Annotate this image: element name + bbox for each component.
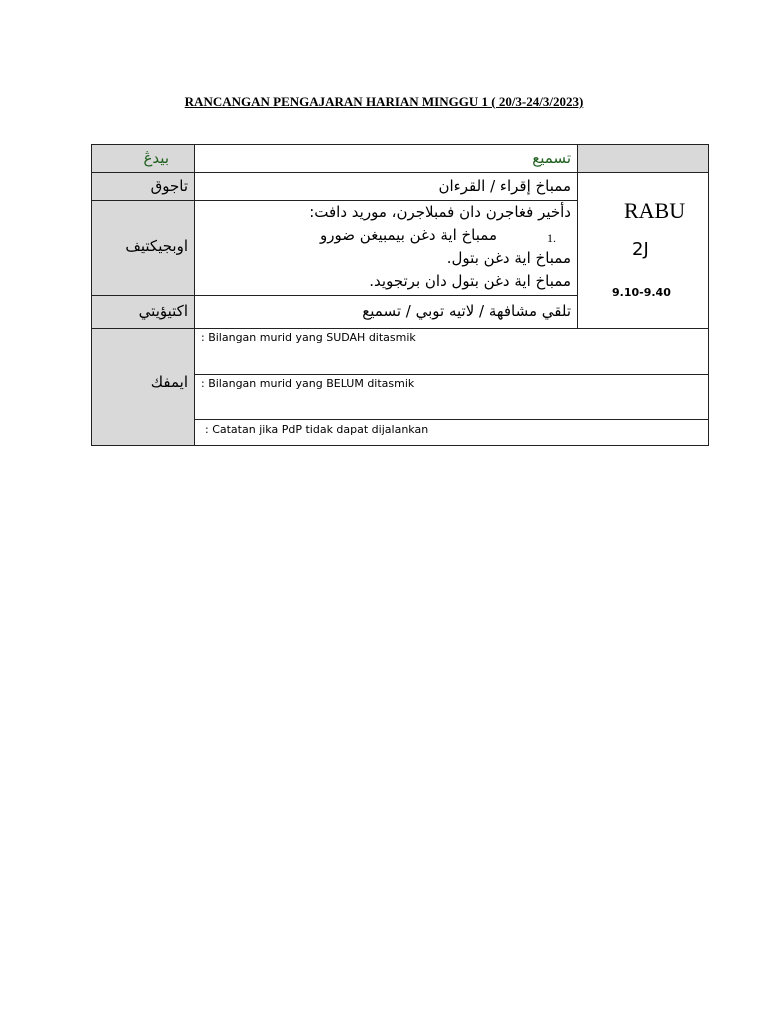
schedule-header-cell xyxy=(577,144,709,173)
impak-belum-cell xyxy=(194,374,709,420)
objektif-label-cell xyxy=(91,200,195,296)
subject-label-cell xyxy=(91,144,195,173)
aktiviti-value: تلقي مشافهة / لاتيه توبي / تسميع xyxy=(362,302,571,320)
objektif-number-1: 1. xyxy=(547,231,556,245)
objektif-item-3: ممباخ اية دغن بتول دان برتجويد. xyxy=(369,272,571,290)
objektif-item-1: ممباخ اية دغن بيمبيغن ضورو xyxy=(320,226,497,244)
impak-label-cell xyxy=(91,328,195,446)
objektif-intro: دأخير فغاجرن دان فمبلاجرن، موريد دافت: xyxy=(309,203,571,221)
aktiviti-label-cell xyxy=(91,295,195,329)
impak-catatan-cell xyxy=(194,419,709,446)
page-title: RANCANGAN PENGAJARAN HARIAN MINGGU 1 ( 20/3-24/3/2023) xyxy=(184,94,584,109)
schedule-time: 9.10-9.40 xyxy=(612,286,671,299)
schedule-day: RABU xyxy=(624,198,686,223)
aktiviti-value-cell xyxy=(194,295,578,329)
impak-sudah-text: : Bilangan murid yang SUDAH ditasmik xyxy=(201,331,416,344)
subject-value: تسميع xyxy=(532,149,571,167)
objektif-item-2: ممباخ اية دغن بتول. xyxy=(446,249,571,267)
schedule-cell xyxy=(577,172,709,329)
tajuk-label: تاجوق xyxy=(150,177,188,195)
objektif-value-cell xyxy=(194,200,578,296)
objektif-label: اوبجيکتيف xyxy=(125,237,188,255)
schedule-class: 2J xyxy=(632,239,649,260)
impak-sudah-cell xyxy=(194,328,709,375)
aktiviti-label: اکتيؤيتي xyxy=(138,302,188,320)
impak-label: ايمفك xyxy=(150,373,188,391)
tajuk-label-cell xyxy=(91,172,195,201)
tajuk-value-cell xyxy=(194,172,578,201)
subject-label: بيدڠ xyxy=(143,149,169,167)
impak-belum-text: : Bilangan murid yang BELUM ditasmik xyxy=(201,377,415,390)
subject-value-cell xyxy=(194,144,578,173)
tajuk-value: ممباخ إقراء / القرءان xyxy=(438,177,571,195)
impak-catatan-text: : Catatan jika PdP tidak dapat dijalankan xyxy=(205,423,429,436)
